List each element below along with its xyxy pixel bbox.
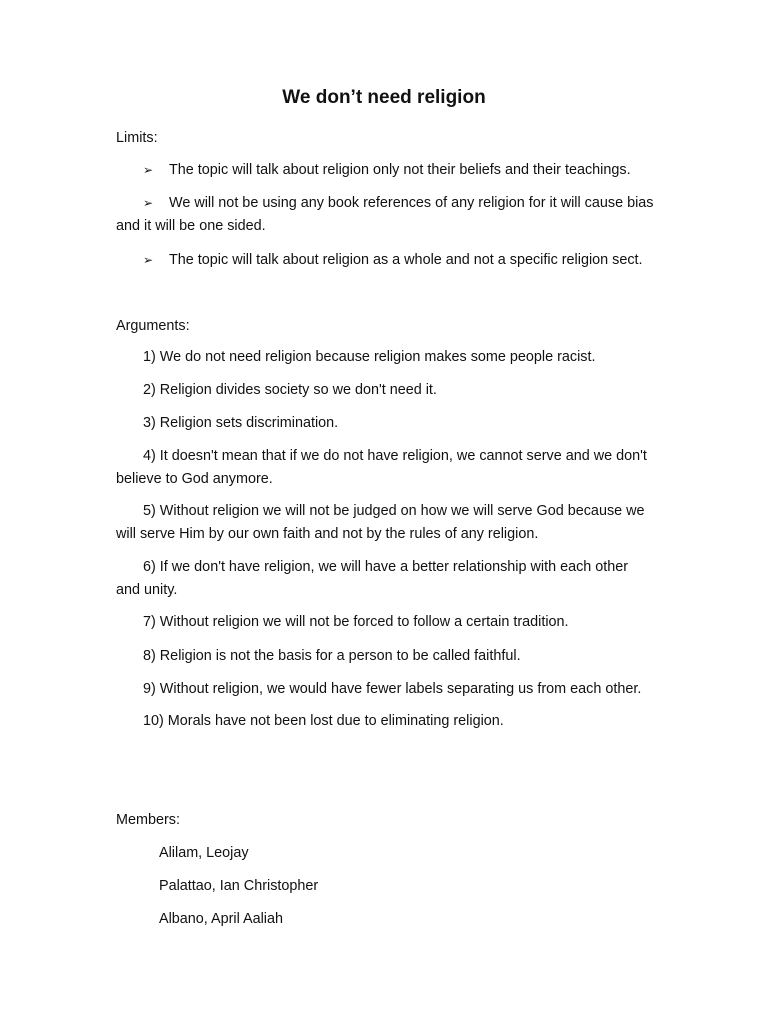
argument-item: 5) Without religion we will not be judged on how we will serve God because we will serve Him by our own faith and not by the rules of any religion. [116, 503, 645, 542]
limit-item [116, 159, 656, 182]
member-name: Albano, April Aaliah [159, 911, 284, 927]
arrow-bullet-icon: ➢ [143, 253, 154, 267]
member-name: Alilam, Leojay [159, 845, 249, 861]
limit-item [116, 192, 656, 238]
argument-item: 2) Religion divides society so we don't need it. [143, 382, 437, 398]
arrow-bullet-icon: ➢ [143, 196, 154, 210]
arguments-heading: Arguments: [116, 318, 190, 334]
arrow-bullet-icon: ➢ [143, 163, 154, 177]
argument-item: 9) Without religion, we would have fewer labels separating us from each other. [143, 681, 642, 697]
limit-item [116, 249, 656, 272]
document-title: We don’t need religion [282, 87, 486, 108]
argument-item: 1) We do not need religion because religion makes some people racist. [143, 349, 596, 365]
argument-item: 8) Religion is not the basis for a person to be called faithful. [143, 648, 521, 664]
limit-item-text: We will not be using any book references of any religion for it will cause bias and it will be one sided. [116, 195, 654, 234]
limit-item-text: The topic will talk about religion only not their beliefs and their teachings. [169, 162, 631, 178]
argument-item: 10) Morals have not been lost due to eliminating religion. [143, 713, 504, 729]
member-name: Palattao, Ian Christopher [159, 878, 319, 894]
argument-item: 4) It doesn't mean that if we do not have religion, we cannot serve and we don't believe to God anymore. [116, 448, 647, 487]
argument-item: 7) Without religion we will not be forced to follow a certain tradition. [143, 614, 569, 630]
argument-item: 6) If we don't have religion, we will have a better relationship with each other and unity. [116, 559, 629, 598]
limits-heading: Limits: [116, 130, 158, 146]
limit-item-text: The topic will talk about religion as a whole and not a specific religion sect. [169, 252, 643, 268]
argument-item: 3) Religion sets discrimination. [143, 415, 339, 431]
members-heading: Members: [116, 812, 180, 828]
